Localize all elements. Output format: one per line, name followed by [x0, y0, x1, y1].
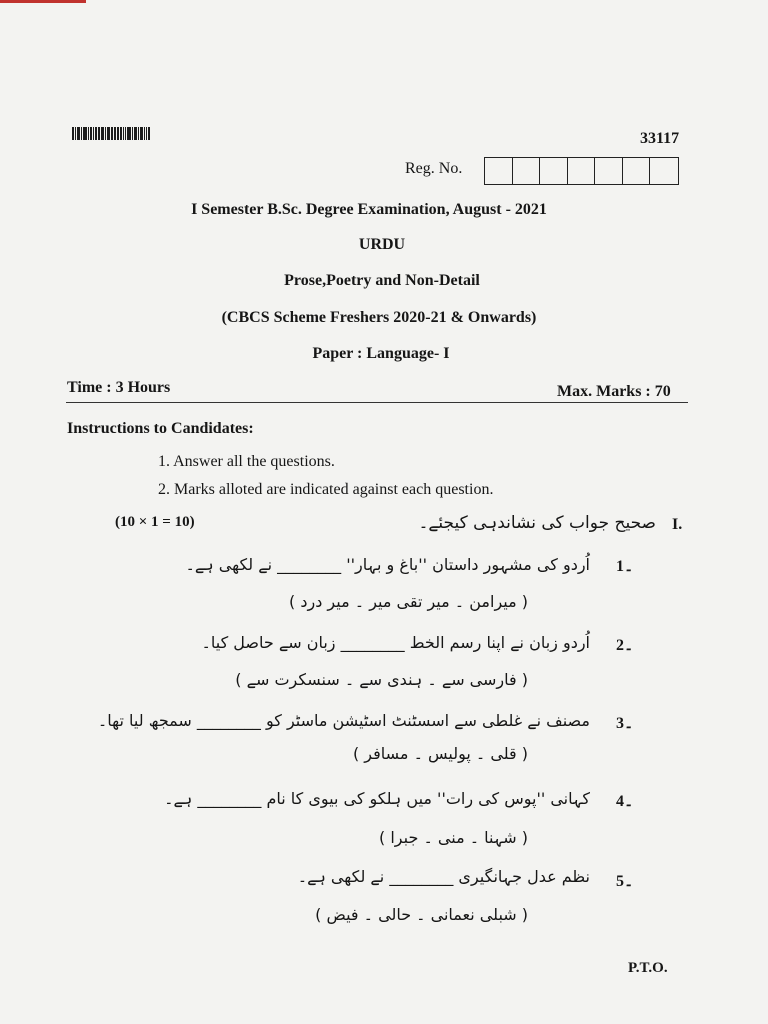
barcode-stripe: [83, 127, 86, 140]
corner-mark: [0, 0, 86, 3]
barcode-stripe: [78, 127, 80, 140]
section-number: I.: [672, 516, 683, 533]
question-number: 3۔: [616, 715, 634, 732]
question-text: اُردو کی مشہور داستان ''باغ و بہار'' ________ نے لکھی ہے۔: [185, 555, 590, 574]
reg-no-box: [513, 158, 541, 184]
reg-no-box: [650, 158, 678, 184]
reg-no-box: [540, 158, 568, 184]
reg-no-box: [595, 158, 623, 184]
question-number: 2۔: [616, 637, 634, 654]
reg-no-boxes: [484, 157, 679, 185]
question-options: ( فارسی سے ۔ ہندی سے ۔ سنسکرت سے ): [235, 670, 528, 689]
question-text: کہانی ''پوس کی رات'' میں ہلکو کی بیوی کا نام ________ ہے۔: [164, 789, 590, 808]
pto-label: P.T.O.: [628, 960, 668, 976]
question-options: ( میرامن ۔ میر تقی میر ۔ میر درد ): [289, 592, 528, 611]
question-number: 4۔: [616, 793, 634, 810]
barcode-stripe: [107, 127, 110, 140]
barcode-stripe: [98, 127, 100, 140]
reg-no-box: [568, 158, 596, 184]
instruction-item: 1. Answer all the questions.: [158, 453, 335, 470]
barcode-stripe: [93, 127, 94, 140]
barcode-stripe: [118, 127, 119, 140]
barcode-stripe: [128, 127, 131, 140]
instructions-heading: Instructions to Candidates:: [67, 420, 254, 437]
paper-code: 33117: [640, 130, 680, 147]
question-text: مصنف نے غلطی سے اسسٹنٹ اسٹیشن ماسٹر کو ________ سمجھ لیا تھا۔: [97, 711, 590, 730]
barcode-stripe: [148, 127, 150, 140]
question-number: 1۔: [616, 558, 634, 575]
max-marks-label: Max. Marks : 70: [557, 383, 671, 400]
barcode-stripe: [86, 127, 87, 140]
exam-title: I Semester B.Sc. Degree Examination, August - 2021: [191, 201, 547, 218]
barcode-stripe: [132, 127, 133, 140]
barcode-stripe: [72, 127, 74, 140]
reg-no-box: [485, 158, 513, 184]
divider: [66, 402, 688, 403]
question-number: 5۔: [616, 873, 634, 890]
paper-title: Paper : Language- I: [312, 345, 450, 362]
scheme-title: (CBCS Scheme Freshers 2020-21 & Onwards): [221, 309, 537, 326]
barcode-stripe: [144, 127, 145, 140]
barcode: [72, 127, 154, 140]
question-text: نظم عدل جہانگیری ________ نے لکھی ہے۔: [297, 867, 590, 886]
subject-title: URDU: [358, 236, 406, 253]
course-title: Prose,Poetry and Non-Detail: [284, 272, 480, 289]
question-options: ( شبلی نعمانی ۔ حالی ۔ فیض ): [315, 905, 528, 924]
reg-no-box: [623, 158, 651, 184]
time-label: Time : 3 Hours: [67, 379, 171, 396]
reg-no-label: Reg. No.: [405, 160, 463, 177]
section-heading: صحیح جواب کی نشاندہی کیجئے۔: [418, 513, 656, 533]
question-options: ( قلی ۔ پولیس ۔ مسافر ): [352, 744, 528, 763]
barcode-stripe: [105, 127, 106, 140]
barcode-stripe: [125, 127, 126, 140]
section-marks: (10 × 1 = 10): [115, 514, 195, 530]
barcode-stripe: [112, 127, 113, 140]
barcode-stripe: [138, 127, 139, 140]
question-text: اُردو زبان نے اپنا رسم الخط ________ زبان سے حاصل کیا۔: [201, 633, 590, 652]
question-options: ( شہنا ۔ منی ۔ جبرا ): [379, 828, 528, 847]
instruction-item: 2. Marks alloted are indicated against each question.: [158, 481, 494, 498]
